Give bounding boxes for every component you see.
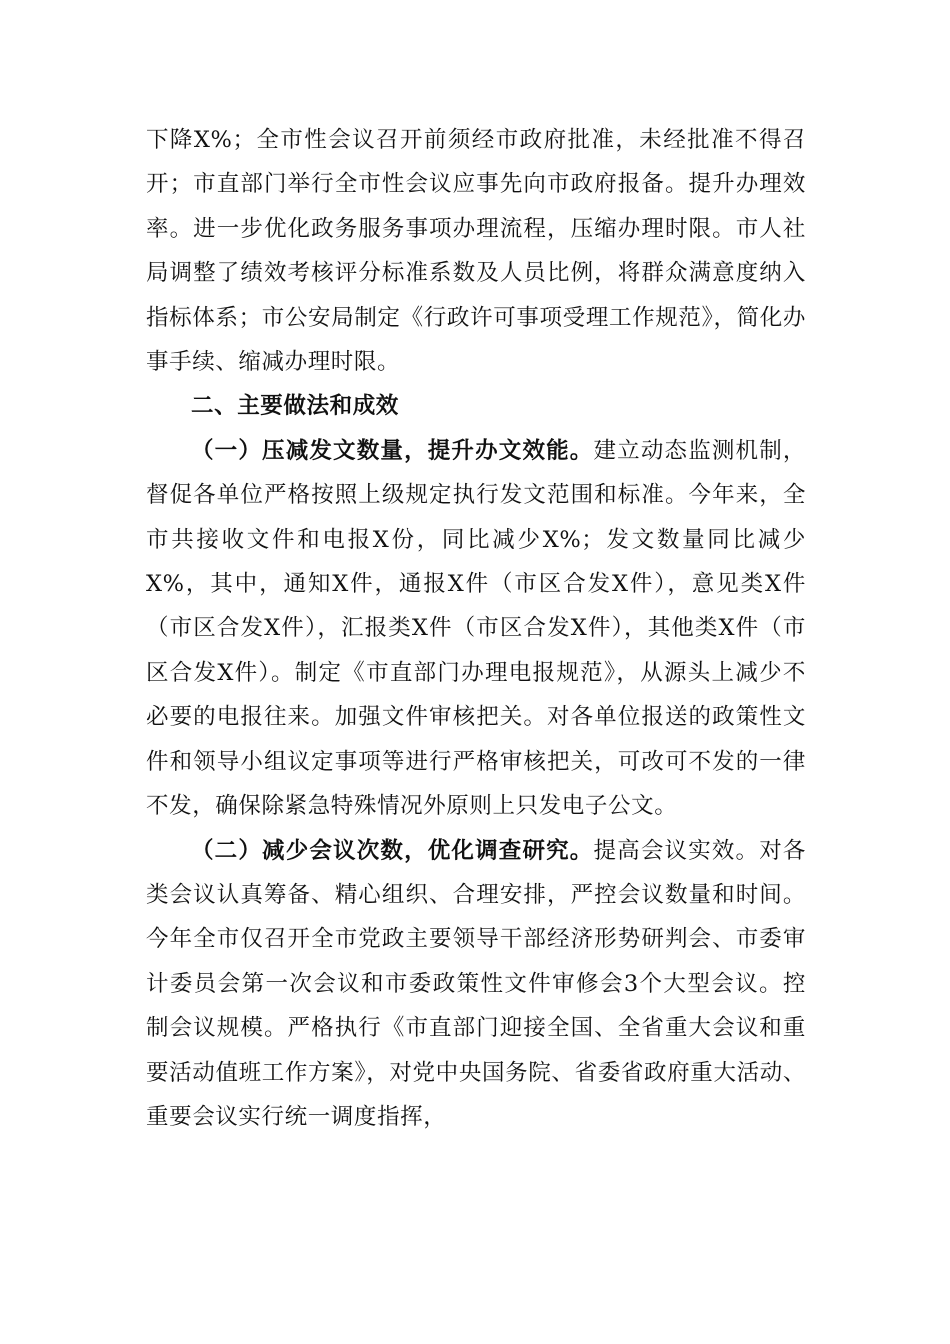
section-heading: 二、主要做法和成效 [191, 393, 399, 420]
subsection-2-body: 提高会议实效。对各类会议认真筹备、精心组织、合理安排，严控会议数量和时间。今年全市仅召开全市党政主要领导干部经济形势研判会、市委审计委员会第一次会议和市委政策性文件审修会3个大型会议。控制会议规模。严格执行《市直部门迎接全国、全省重大会议和重要活动值班工作方案》，对党中央国务院、省委省政府重大活动、重要会议实行统一调度指挥， [146, 837, 807, 1130]
document-page [146, 118, 806, 1139]
paragraph-1: 下降X%；全市性会议召开前须经市政府批准，未经批准不得召开；市直部门举行全市性会议应事先向市政府报备。提升办理效率。进一步优化政务服务事项办理流程，压缩办理时限。市人社局调整了绩效考核评分标准系数及人员比例，将群众满意度纳入指标体系；市公安局制定《行政许可事项受理工作规范》，简化办事手续、缩减办理时限。 [146, 127, 806, 376]
subsection-1-body: 建立动态监测机制，督促各单位严格按照上级规定执行发文范围和标准。今年来，全市共接收文件和电报X份，同比减少X%；发文数量同比减少X%，其中，通知X件，通报X件（市区合发X件），意见类X件（市区合发X件），汇报类X件（市区合发X件），其他类X件（市区合发X件）。制定《市直部门办理电报规范》，从源头上减少不必要的电报往来。加强文件审核把关。对各单位报送的政策性文件和领导小组议定事项等进行严格审核把关，可改可不发的一律不发，确保除紧急特殊情况外原则上只发电子公文。 [146, 437, 807, 820]
subsection-2-lead: （二）减少会议次数，优化调查研究。 [191, 837, 594, 864]
subsection-1-lead: （一）压减发文数量，提升办文效能。 [191, 437, 594, 464]
subsection-2-paragraph [146, 829, 806, 1140]
subsection-1-paragraph [146, 429, 806, 829]
